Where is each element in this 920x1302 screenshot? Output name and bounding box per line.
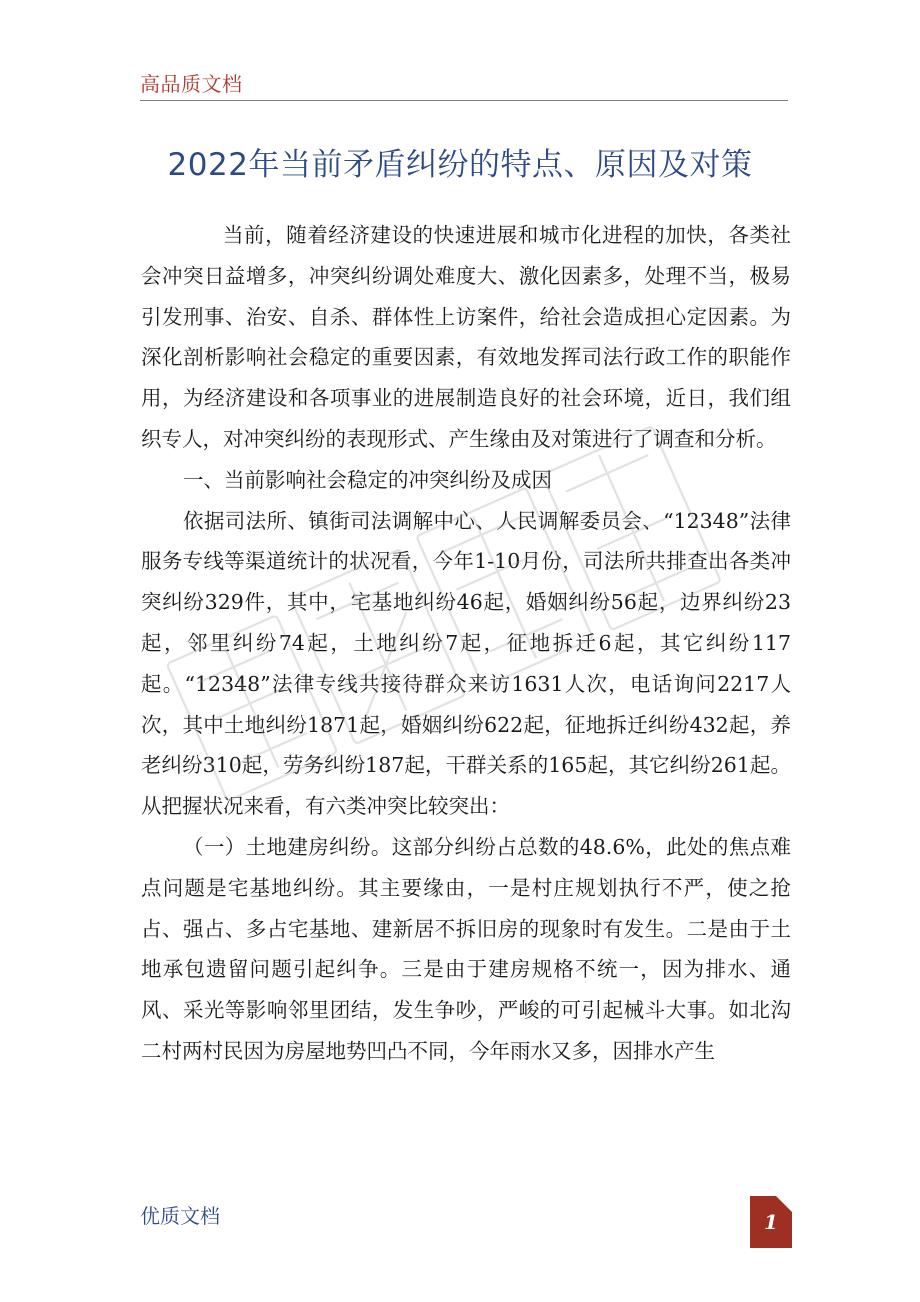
statistics-paragraph: 依据司法所、镇街司法调解中心、人民调解委员会、“12348”法律服务专线等渠道统计的状况看，今年1-10月份，司法所共排查出各类冲突纠纷329件，其中，宅基地纠纷46起，婚姻纠纷56起，边界纠纷23起，邻里纠纷74起，土地纠纷7起，征地拆迁6起，其它纠纷117起。“12348”法律专线共接待群众来访1631人次，电话询问2217人次，其中土地纠纷1871起，婚姻纠纷622起，征地拆迁纠纷432起，养老纠纷310起，劳务纠纷187起，干群关系的165起，其它纠纷261起。从把握状况来看，有六类冲突比较突出： — [141, 508, 791, 819]
page-number: 1 — [764, 1210, 778, 1234]
page-footer — [140, 1196, 790, 1256]
header-label: 高品质文档 — [140, 72, 243, 96]
section-heading-1: 一、当前影响社会稳定的冲突纠纷及成因 — [183, 467, 552, 492]
page-header — [140, 68, 788, 101]
document-title: 2022年当前矛盾纠纷的特点、原因及对策 — [167, 147, 753, 183]
intro-paragraph: 当前，随着经济建设的快速进展和城市化进程的加快，各类社会冲突日益增多，冲突纠纷调处难度大、激化因素多，处理不当，极易引发刑事、治安、自杀、群体性上访案件，给社会造成担心定因素。为深化剖析影响社会稳定的重要因素，有效地发挥司法行政工作的职能作用，为经济建设和各项事业的进展制造良好的社会环境，近日，我们组织专人，对冲突纠纷的表现形式、产生缘由及对策进行了调查和分析。 — [141, 223, 791, 451]
footer-label: 优质文档 — [140, 1204, 220, 1228]
page-number-badge — [750, 1196, 792, 1248]
land-disputes-paragraph: （一）土地建房纠纷。这部分纠纷占总数的48.6%，此处的焦点难点问题是宅基地纠纷。其主要缘由，一是村庄规划执行不严，使之抢占、强占、多占宅基地、建新居不拆旧房的现象时有发生。二是由于土地承包遗留问题引起纠争。三是由于建房规格不统一，因为排水、通风、采光等影响邻里团结，发生争吵，严峻的可引起械斗大事。如北沟二村两村民因为房屋地势凹凸不同，今年雨水又多，因排水产生 — [141, 834, 791, 1063]
document-body — [141, 215, 791, 1072]
